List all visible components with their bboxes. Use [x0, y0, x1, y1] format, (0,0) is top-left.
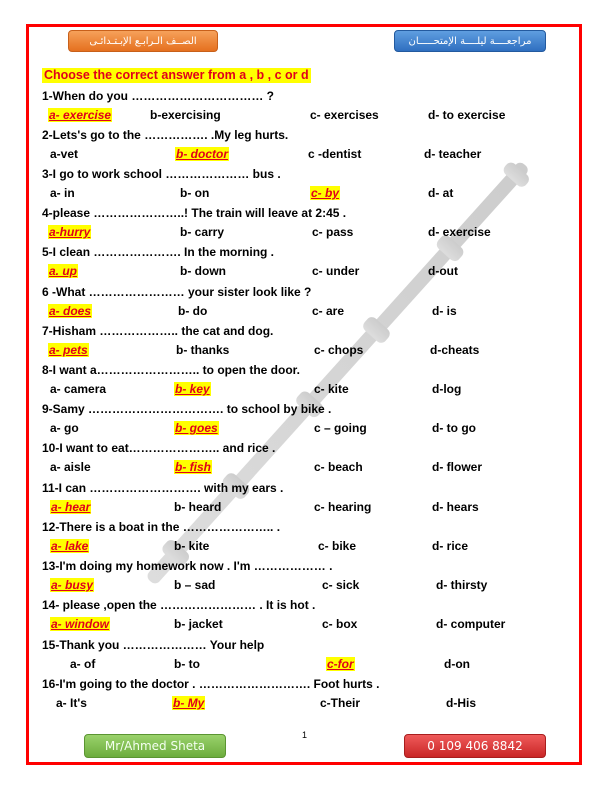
answer-option[interactable]: d- teacher [424, 147, 482, 161]
answer-option[interactable]: b- thanks [176, 343, 230, 357]
answer-option[interactable]: c- are [312, 304, 345, 318]
review-label: مراجعــــة ليلــــة الإمتحـــــان [394, 30, 546, 52]
question-text: 2-Lets's go to the ……………. .My leg hurts. [42, 128, 289, 142]
answer-option[interactable]: d- thirsty [436, 578, 488, 592]
answer-option[interactable]: a-vet [50, 147, 79, 161]
answer-option[interactable]: d-log [432, 382, 462, 396]
question-text: 7-Hisham ……………….. the cat and dog. [42, 324, 274, 338]
answer-option[interactable]: a- go [50, 421, 79, 435]
question-text: 1-When do you …………………………… ? [42, 89, 274, 103]
question-text: 13-I'm doing my homework now . I'm ……………… . [42, 559, 333, 573]
instructions-heading: Choose the correct answer from a , b , c or d [44, 68, 309, 82]
correct-answer-option[interactable]: a- exercise [49, 108, 112, 122]
answer-option[interactable]: d- at [428, 186, 454, 200]
answer-option[interactable]: c -dentist [308, 147, 362, 161]
question-text: 8-I want a…………………….. to open the door. [42, 363, 301, 377]
correct-answer-option[interactable]: b- My [173, 696, 205, 710]
answer-option[interactable]: d- computer [436, 617, 506, 631]
answer-option[interactable]: d- exercise [428, 225, 491, 239]
answer-option[interactable]: c- kite [314, 382, 349, 396]
answer-option[interactable]: b-exercising [150, 108, 221, 122]
answer-option[interactable]: b- on [180, 186, 210, 200]
correct-answer-option[interactable]: a- lake [51, 539, 89, 553]
correct-answer-option[interactable]: a- pets [49, 343, 88, 357]
answer-option[interactable]: d-out [428, 264, 458, 278]
answer-option[interactable]: b- heard [174, 500, 222, 514]
answer-option[interactable]: d- hears [432, 500, 479, 514]
answer-option[interactable]: c- pass [312, 225, 354, 239]
correct-answer-option[interactable]: a- busy [51, 578, 94, 592]
correct-answer-option[interactable]: a- window [51, 617, 109, 631]
teacher-phone: 0 109 406 8842 [404, 734, 546, 758]
grade-label: الصــف الـرابـع الإبـتـدائـى [68, 30, 218, 52]
answer-option[interactable]: d- rice [432, 539, 469, 553]
correct-answer-option[interactable]: b- key [175, 382, 210, 396]
answer-option[interactable]: c-Their [320, 696, 361, 710]
answer-option[interactable]: d- to exercise [428, 108, 506, 122]
correct-answer-option[interactable]: c- by [311, 186, 340, 200]
answer-option[interactable]: d- to go [432, 421, 476, 435]
answer-option[interactable]: b- jacket [174, 617, 223, 631]
answer-option[interactable]: d- flower [432, 460, 482, 474]
answer-option[interactable]: c- beach [314, 460, 363, 474]
page-number: 1 [302, 730, 308, 740]
answer-option[interactable]: a- camera [50, 382, 107, 396]
question-text: 10-I want to eat………………….. and rice . [42, 441, 276, 455]
answer-option[interactable]: b – sad [174, 578, 216, 592]
question-text: 4-please …………………..! The train will leave at 2:45 . [42, 206, 347, 220]
question-text: 9-Samy ……………………………. to school by bike . [42, 402, 332, 416]
question-text: 12-There is a boat in the ………………….. . [42, 520, 281, 534]
answer-option[interactable]: a- in [50, 186, 75, 200]
correct-answer-option[interactable]: b- goes [175, 421, 218, 435]
correct-answer-option[interactable]: a- does [49, 304, 92, 318]
answer-option[interactable]: c- sick [322, 578, 360, 592]
answer-option[interactable]: d-cheats [430, 343, 480, 357]
correct-answer-option[interactable]: a- hear [51, 500, 91, 514]
answer-option[interactable]: c- hearing [314, 500, 372, 514]
question-text: 11-I can ………………………. with my ears . [42, 481, 284, 495]
answer-option[interactable]: b- to [174, 657, 200, 671]
answer-option[interactable]: b- down [180, 264, 226, 278]
answer-option[interactable]: b- kite [174, 539, 210, 553]
question-text: 14- please ,open the …………………… . It is hot . [42, 598, 316, 612]
answer-option[interactable]: c- chops [314, 343, 364, 357]
correct-answer-option[interactable]: a. up [49, 264, 78, 278]
answer-option[interactable]: c- bike [318, 539, 357, 553]
answer-option[interactable]: a- of [70, 657, 96, 671]
answer-option[interactable]: c- box [322, 617, 358, 631]
answer-option[interactable]: d-on [444, 657, 470, 671]
answer-option[interactable]: d-His [446, 696, 476, 710]
question-text: 5-I clean …………………. In the morning . [42, 245, 275, 259]
question-text: 3-I go to work school ………………… bus . [42, 167, 281, 181]
answer-option[interactable]: a- It's [56, 696, 87, 710]
correct-answer-option[interactable]: b- doctor [176, 147, 228, 161]
answer-option[interactable]: b- carry [180, 225, 225, 239]
answer-option[interactable]: c- exercises [310, 108, 379, 122]
correct-answer-option[interactable]: c-for [327, 657, 354, 671]
answer-option[interactable]: c – going [314, 421, 367, 435]
question-text: 16-I'm going to the doctor . ………………………. Foot hurts . [42, 677, 380, 691]
correct-answer-option[interactable]: b- fish [175, 460, 211, 474]
answer-option[interactable]: d- is [432, 304, 457, 318]
correct-answer-option[interactable]: a-hurry [49, 225, 91, 239]
answer-option[interactable]: c- under [312, 264, 360, 278]
question-text: 15-Thank you ………………… Your help [42, 638, 265, 652]
teacher-name: Mr/Ahmed Sheta [84, 734, 226, 758]
question-text: 6 -What …………………… your sister look like ? [42, 285, 312, 299]
answer-option[interactable]: b- do [178, 304, 208, 318]
answer-option[interactable]: a- aisle [50, 460, 91, 474]
